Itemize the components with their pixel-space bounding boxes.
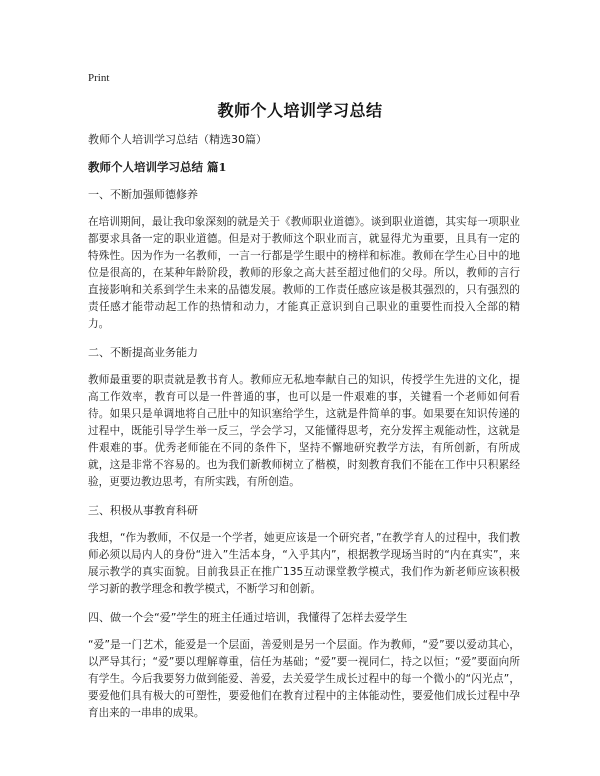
section-paragraph-3: 我想，“作为教师，不仅是一个学者，她更应该是一个研究者，”在教学育人的过程中，我们教师必须以局内人的身份“进入”生活本身，“入乎其内”，根据教学现场当时的“内在真实”，来展示教学的真实面貌。目前我县正在推广135互动课堂教学模式，我们作为新老师应该积极学习新的教学理念和教学模式，不断学习和创新。 [88, 532, 520, 595]
section-paragraph-2: 教师最重要的职责就是教书育人。教师应无私地奉献自己的知识，传授学生先进的文化，提高工作效率，教育可以是一件普通的事，也可以是一件艰难的事，关键看一个老师如何看待。如果只是单调地将自己肚中的知识塞给学生，这就是件简单的事。如果要在知识传递的过程中，既能引导学生举一反三，学会学习，又能懂得思考，充分发挥主观能动性，这就是件艰难的事。优秀老师能在不同的条件下，坚持不懈地研究教学方法，有所创新，有所成就，这是非常不容易的。也为我们新教师树立了楷模，时刻教育我们不能在工作中只积累经验，更要边教边思考，有所实践，有所创造。 [88, 374, 520, 488]
document-title: 教师个人培训学习总结 [217, 101, 383, 120]
document-body [88, 131, 520, 733]
article-heading: 教师个人培训学习总结 篇1 [88, 160, 227, 174]
document-subtitle: 教师个人培训学习总结（精选30篇） [88, 133, 267, 146]
section-heading-2: 二、不断提高业务能力 [88, 346, 198, 359]
section-paragraph-1: 在培训期间，最让我印象深刻的就是关于《教师职业道德》。谈到职业道德，其实每一项职业都要求具备一定的职业道德。但是对于教师这个职业而言，就显得尤为重要，且具有一定的特殊性。因为作为一名教师，一言一行都是学生眼中的榜样和标准。教师在学生心目中的地位是很高的，在某种年龄阶段，教师的形象之高大甚至超过他们的父母。所以，教师的言行直接影响和关系到学生未来的品德发展。教师的工作责任感应该是极其强烈的，只有强烈的责任感才能带动起工作的热情和动力，才能真正意识到自己职业的重要性而投入全部的精力。 [88, 216, 520, 330]
section-heading-4: 四、做一个会“爱”学生的班主任通过培训，我懂得了怎样去爱学生 [88, 611, 408, 624]
print-label: Print [88, 72, 110, 84]
section-heading-1: 一、不断加强师德修养 [88, 188, 198, 201]
section-paragraph-4: “爱”是一门艺术，能爱是一个层面，善爱则是另一个层面。作为教师，“爱”要以爱动其心，以严导其行；“爱”要以理解尊重，信任为基础；“爱”要一视同仁，持之以恒；“爱”要面向所有学生。今后我要努力做到能爱、善爱，去关爱学生成长过程中的每一个微小的“闪光点”，要爱他们具有极大的可塑性，要爱他们在教育过程中的主体能动性，要爱他们成长过程中孕育出来的一串串的成果。 [88, 639, 520, 719]
section-heading-3: 三、积极从事教育科研 [88, 504, 198, 517]
